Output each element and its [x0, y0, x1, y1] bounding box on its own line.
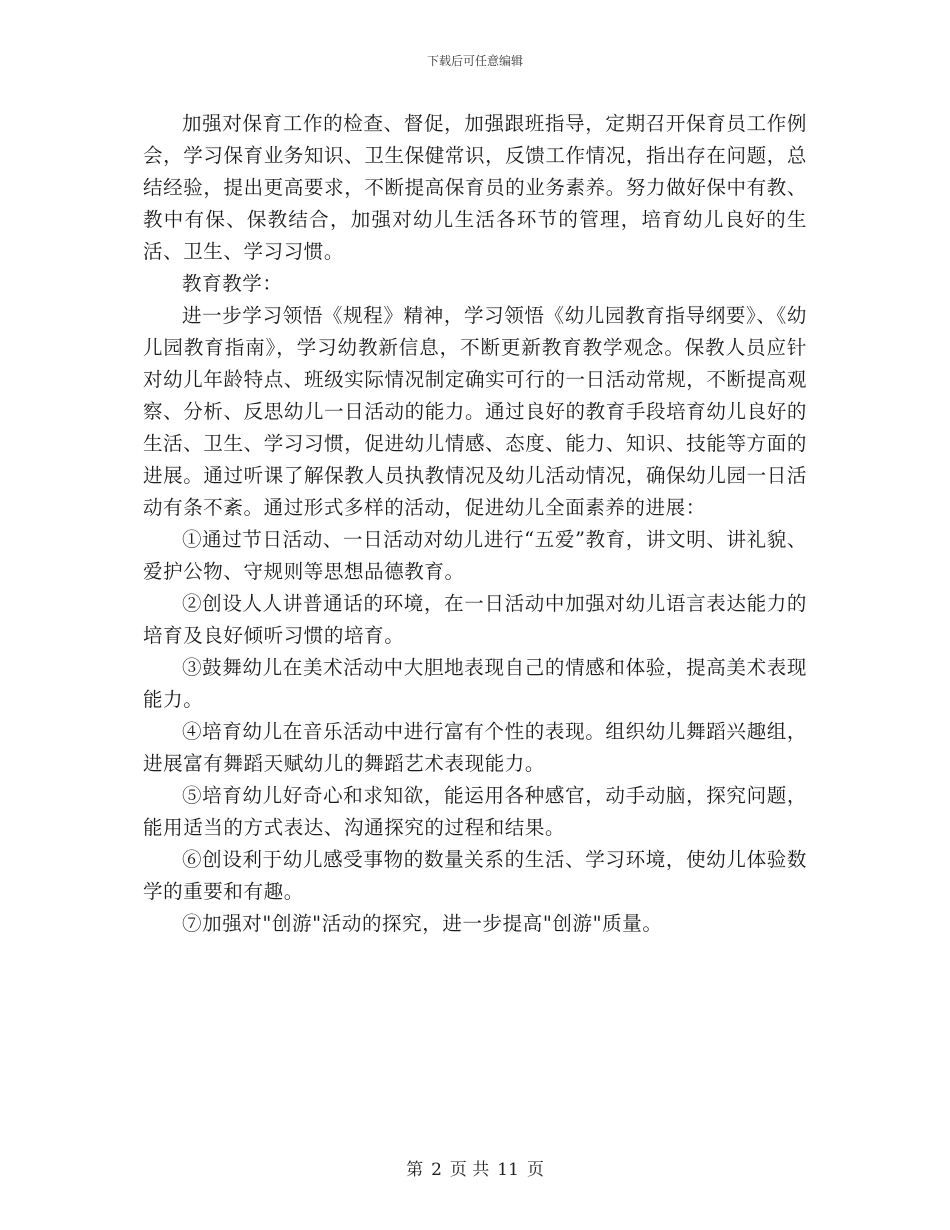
list-item-1: ①通过节日活动、一日活动对幼儿进行“五爱”教育，讲文明、讲礼貌、爱护公物、守规则等思想品德教育。 — [143, 528, 807, 583]
page-mid: 页 共 — [449, 1160, 490, 1180]
paragraph-education-overview: 进一步学习领悟《规程》精神，学习领悟《幼儿园教育指导纲要》、《幼儿园教育指南》，学习幼教新信息，不断更新教育教学观念。保教人员应针对幼儿年龄特点、班级实际情况制定确实可行的一日活动常规，不断提高观察、分析、反思幼儿一日活动的能力。通过良好的教育手段培育幼儿良好的生活、卫生、学习习惯，促进幼儿情感、态度、能力、知识、技能等方面的进展。通过听课了解保教人员执教情况及幼儿活动情况，确保幼儿园一日活动有条不紊。通过形式多样的活动，促进幼儿全面素养的进展： — [143, 304, 807, 519]
page-header-note: 下载后可任意编辑 — [426, 54, 523, 68]
page-number: 2 — [431, 1160, 442, 1180]
list-item-4: ④培育幼儿在音乐活动中进行富有个性的表现。组织幼儿舞蹈兴趣组，进展富有舞蹈天赋幼儿的舞蹈艺术表现能力。 — [143, 720, 807, 775]
list-item-7: ⑦加强对"创游"活动的探究，进一步提高"创游"质量。 — [182, 912, 663, 935]
total-pages: 11 — [497, 1160, 519, 1180]
list-item-6: ⑥创设利于幼儿感受事物的数量关系的生活、学习环境，使幼儿体验数学的重要和有趣。 — [143, 848, 807, 903]
page-prefix: 第 — [406, 1160, 424, 1180]
list-item-2: ②创设人人讲普通话的环境，在一日活动中加强对幼儿语言表达能力的培育及良好倾听习惯的培育。 — [143, 592, 807, 647]
page-footer — [0, 1155, 950, 1180]
list-item-3: ③鼓舞幼儿在美术活动中大胆地表现自己的情感和体验，提高美术表现能力。 — [143, 656, 807, 711]
paragraph-nursing-supervision: 加强对保育工作的检查、督促，加强跟班指导，定期召开保育员工作例会，学习保育业务知识、卫生保健常识，反馈工作情况，指出存在问题，总结经验，提出更高要求，不断提高保育员的业务素养。努力做好保中有教、教中有保、保教结合，加强对幼儿生活各环节的管理，培育幼儿良好的生活、卫生、学习习惯。 — [143, 112, 807, 263]
list-item-5: ⑤培育幼儿好奇心和求知欲，能运用各种感官，动手动脑，探究问题，能用适当的方式表达、沟通探究的过程和结果。 — [143, 784, 807, 839]
document-body — [143, 108, 807, 940]
page-suffix: 页 — [526, 1160, 544, 1180]
section-heading-education-teaching: 教育教学： — [182, 272, 283, 295]
